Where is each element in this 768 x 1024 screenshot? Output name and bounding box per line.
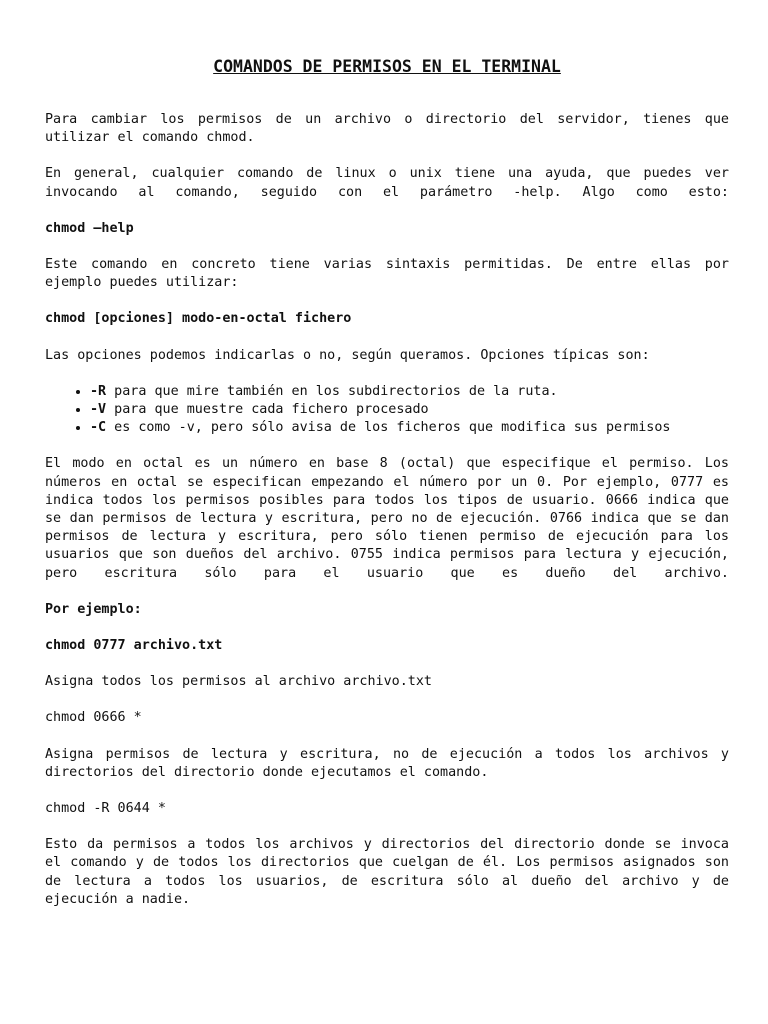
command-help: chmod –help bbox=[45, 220, 134, 236]
paragraph-0777: Asigna todos los permisos al archivo archivo.txt bbox=[45, 674, 432, 690]
option-flag: -C bbox=[90, 420, 107, 436]
option-flag: -V bbox=[90, 402, 107, 418]
command-example-0666: chmod 0666 * bbox=[45, 710, 142, 726]
option-text: es como -v, pero sólo avisa de los ficheros que modifica sus permisos bbox=[106, 420, 671, 436]
paragraph-intro: Para cambiar los permisos de un archivo o directorio del servidor, tienes que utilizar el comando chmod. bbox=[45, 112, 729, 146]
option-flag: -R bbox=[90, 383, 107, 399]
option-text: para que muestre cada fichero procesado bbox=[106, 402, 429, 418]
options-list bbox=[45, 383, 729, 438]
command-syntax: chmod [opciones] modo-en-octal fichero bbox=[45, 311, 352, 327]
paragraph-syntax: Este comando en concreto tiene varias sintaxis permitidas. De entre ellas por ejemplo puedes utilizar: bbox=[45, 257, 729, 291]
paragraph-0644: Esto da permisos a todos los archivos y directorios del directorio donde se invoca el comando y de todos los directorios que cuelgan de él. Los permisos asignados son de lectura a todos los usuarios, de escritura sólo al dueño del archivo y de ejecución a nadie. bbox=[45, 837, 729, 907]
paragraph-0666: Asigna permisos de lectura y escritura, no de ejecución a todos los archivos y directorios del directorio donde ejecutamos el comando. bbox=[45, 746, 729, 780]
paragraph-octal: El modo en octal es un número en base 8 (octal) que especifique el permiso. Los números en octal se especifican empezando el número por un 0. Por ejemplo, 0777 es indica todos los permisos posibles para todos los tipos de usuario. 0666 indica que se dan permisos de lectura y escritura, pero no de ejecución. 0766 indica que se dan permisos de lectura y escritura, pero sólo tienen permiso de ejecución para los usuarios que son dueños del archivo. 0755 indica permisos para lectura y ejecución, pero escritura sólo para el usuario que es dueño del archivo. bbox=[45, 456, 729, 581]
paragraph-help: En general, cualquier comando de linux o unix tiene una ayuda, que puedes ver invocando al comando, seguido con el parámetro -help. Algo como esto: bbox=[45, 166, 729, 200]
option-text: para que mire también en los subdirectorios de la ruta. bbox=[106, 383, 558, 399]
command-example-0644: chmod -R 0644 * bbox=[45, 801, 166, 817]
page-title: COMANDOS DE PERMISOS EN EL TERMINAL bbox=[213, 57, 561, 76]
paragraph-options: Las opciones podemos indicarlas o no, según queramos. Opciones típicas son: bbox=[45, 347, 650, 363]
list-item bbox=[90, 401, 729, 419]
command-example-0777: chmod 0777 archivo.txt bbox=[45, 638, 223, 654]
list-item bbox=[90, 383, 729, 401]
list-item bbox=[90, 419, 729, 437]
example-heading: Por ejemplo: bbox=[45, 601, 142, 617]
